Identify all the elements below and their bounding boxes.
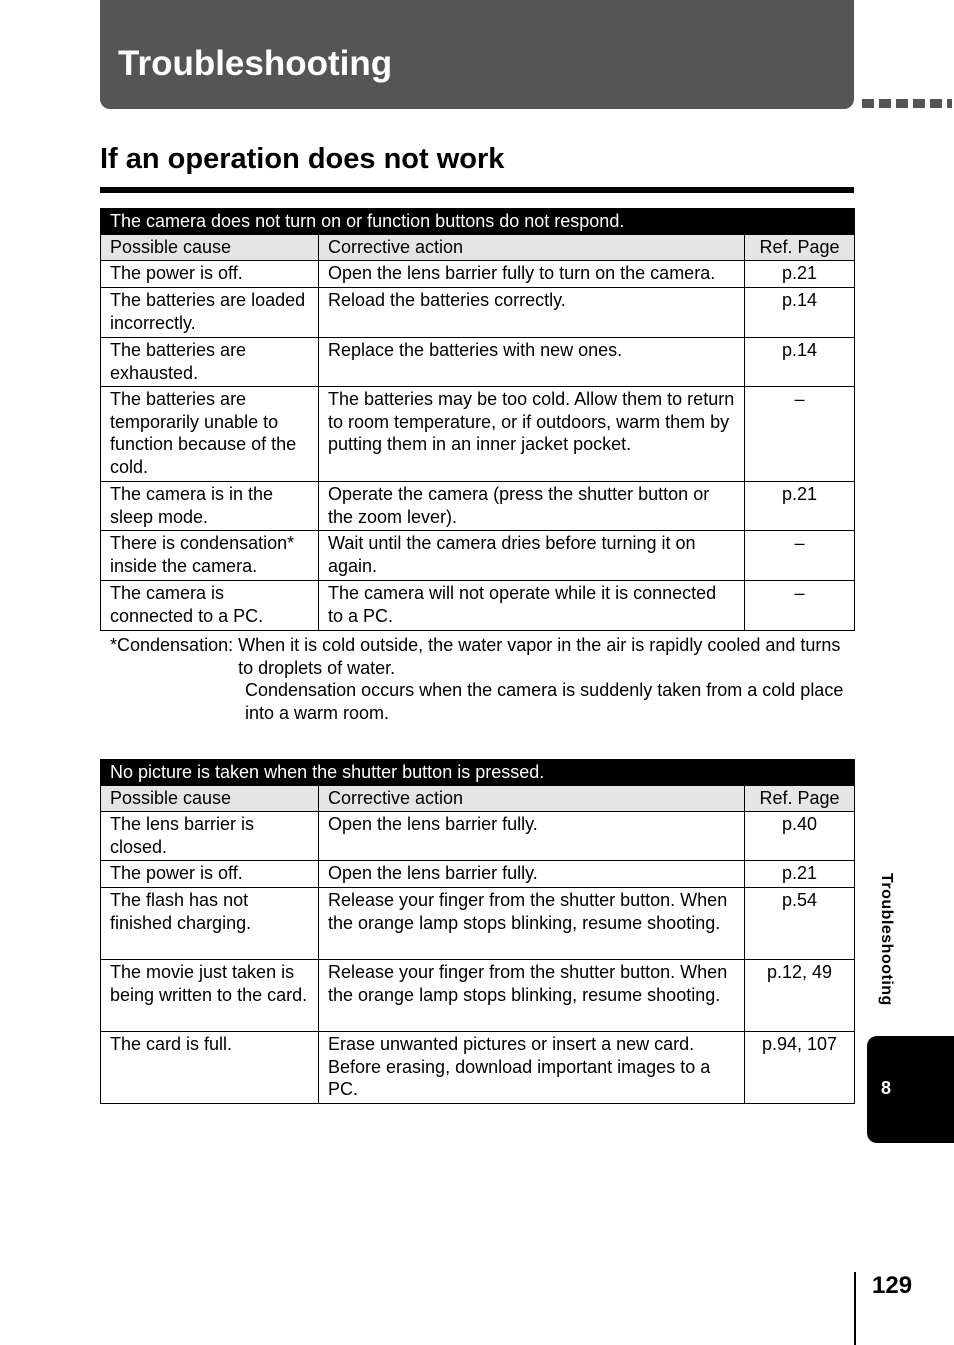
troubleshoot-table-power <box>100 208 855 631</box>
table-caption: The camera does not turn on or function buttons do not respond. <box>101 209 855 235</box>
footnote-label: *Condensation: <box>110 635 234 655</box>
action-cell: Replace the batteries with new ones. <box>319 338 745 387</box>
table-row <box>101 581 855 631</box>
table-row <box>101 531 855 581</box>
section-rule <box>100 187 854 193</box>
table-row <box>101 861 855 888</box>
footnote-text: When it is cold outside, the water vapor in the air is rapidly cooled and turns to droplets of water. <box>238 635 841 678</box>
action-cell: Open the lens barrier fully. <box>319 812 745 861</box>
table-row <box>101 888 855 960</box>
ref-page-cell: p.21 <box>745 482 855 531</box>
cause-cell: There is condensation* inside the camera. <box>101 531 319 581</box>
ref-page-cell: p.21 <box>745 861 855 888</box>
action-cell: Erase unwanted pictures or insert a new card. Before erasing, download important images to a PC. <box>319 1032 745 1104</box>
action-cell: The batteries may be too cold. Allow them to return to room temperature, or if outdoors, warm them by putting them in an inner jacket pocket. <box>319 387 745 482</box>
table-row <box>101 288 855 338</box>
ref-page-cell: p.94, 107 <box>745 1032 855 1104</box>
table-row <box>101 482 855 531</box>
table-caption: No picture is taken when the shutter button is pressed. <box>101 760 855 786</box>
action-cell: Release your finger from the shutter button. When the orange lamp stops blinking, resume shooting. <box>319 960 745 1032</box>
table-row <box>101 960 855 1032</box>
page-number-rule <box>854 1272 856 1345</box>
cause-cell: The movie just taken is being written to the card. <box>101 960 319 1032</box>
column-header: Ref. Page <box>745 234 855 261</box>
action-cell: Operate the camera (press the shutter button or the zoom lever). <box>319 482 745 531</box>
cause-cell: The batteries are temporarily unable to function because of the cold. <box>101 387 319 482</box>
condensation-footnote <box>110 634 850 724</box>
column-header: Ref. Page <box>745 785 855 812</box>
ref-page-cell: p.14 <box>745 338 855 387</box>
cause-cell: The camera is connected to a PC. <box>101 581 319 631</box>
column-header: Corrective action <box>319 785 745 812</box>
ref-page-cell: p.12, 49 <box>745 960 855 1032</box>
troubleshoot-table-shutter <box>100 759 855 1104</box>
table-row <box>101 261 855 288</box>
cause-cell: The batteries are loaded incorrectly. <box>101 288 319 338</box>
ref-page-cell: – <box>745 387 855 482</box>
footnote-text: Condensation occurs when the camera is suddenly taken from a cold place into a warm room. <box>245 680 844 723</box>
chapter-number: 8 <box>881 1078 892 1098</box>
table-row <box>101 338 855 387</box>
action-cell: The camera will not operate while it is connected to a PC. <box>319 581 745 631</box>
cause-cell: The power is off. <box>101 861 319 888</box>
cause-cell: The power is off. <box>101 261 319 288</box>
action-cell: Release your finger from the shutter button. When the orange lamp stops blinking, resume shooting. <box>319 888 745 960</box>
column-header: Possible cause <box>101 234 319 261</box>
chapter-tab <box>867 1036 954 1143</box>
cause-cell: The camera is in the sleep mode. <box>101 482 319 531</box>
cause-cell: The batteries are exhausted. <box>101 338 319 387</box>
ref-page-cell: – <box>745 581 855 631</box>
action-cell: Wait until the camera dries before turning it on again. <box>319 531 745 581</box>
action-cell: Open the lens barrier fully to turn on the camera. <box>319 261 745 288</box>
ref-page-cell: p.21 <box>745 261 855 288</box>
page-number: 129 <box>872 1272 913 1299</box>
ref-page-cell: p.54 <box>745 888 855 960</box>
ref-page-cell: p.40 <box>745 812 855 861</box>
column-header: Possible cause <box>101 785 319 812</box>
header-dots <box>862 99 952 108</box>
column-header: Corrective action <box>319 234 745 261</box>
ref-page-cell: p.14 <box>745 288 855 338</box>
page-title: Troubleshooting <box>118 44 393 83</box>
title-band <box>100 0 854 109</box>
table-row <box>101 812 855 861</box>
table-row <box>101 1032 855 1104</box>
section-title: If an operation does not work <box>100 143 505 175</box>
action-cell: Open the lens barrier fully. <box>319 861 745 888</box>
chapter-side-label: Troubleshooting <box>878 873 895 1006</box>
cause-cell: The lens barrier is closed. <box>101 812 319 861</box>
table-row <box>101 387 855 482</box>
action-cell: Reload the batteries correctly. <box>319 288 745 338</box>
cause-cell: The card is full. <box>101 1032 319 1104</box>
cause-cell: The flash has not finished charging. <box>101 888 319 960</box>
ref-page-cell: – <box>745 531 855 581</box>
